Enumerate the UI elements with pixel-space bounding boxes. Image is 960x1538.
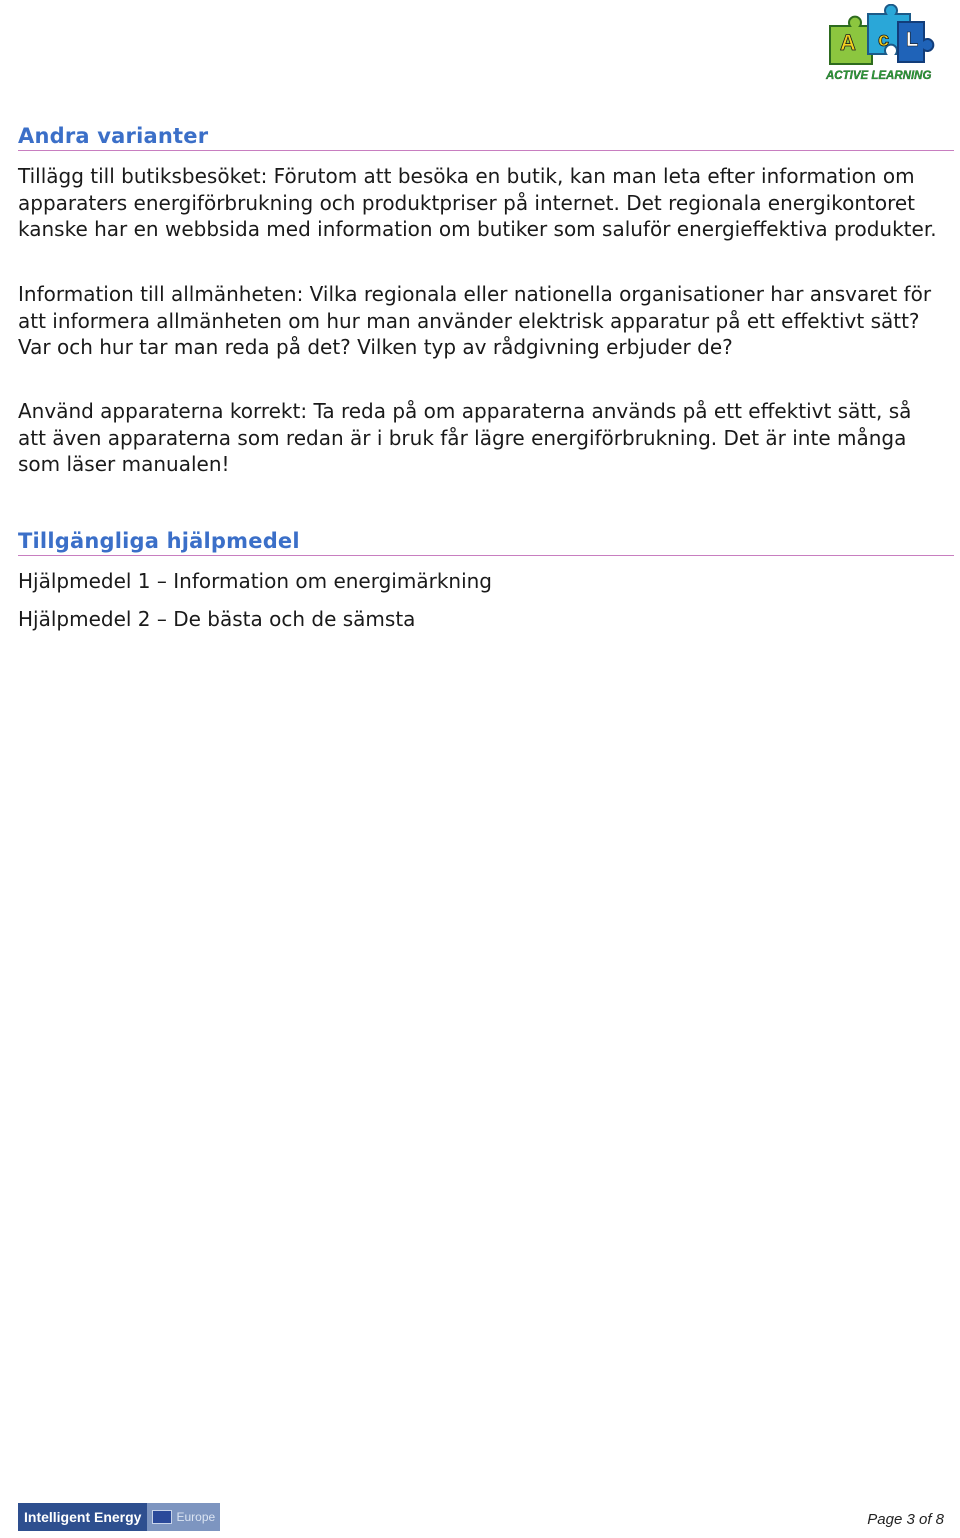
svg-text:A: A	[840, 30, 856, 55]
page-number: Page 3 of 8	[867, 1511, 944, 1528]
svg-text:c: c	[878, 29, 890, 51]
tool-item-1: Hjälpmedel 1 – Information om energimärkning	[18, 569, 493, 593]
paragraph-butiksbesok: Tillägg till butiksbesöket: Förutom att besöka en butik, kan man leta efter information om apparaters energiförbrukning och produktpriser på internet. Det regionala energikontoret kanske har en webbsida med information om butiker som saluför energieffektiva produkter.	[18, 164, 937, 241]
program-name: Intelligent Energy	[18, 1503, 147, 1531]
paragraph-information-allmanheten: Information till allmänheten: Vilka regionala eller nationella organisationer har ansvaret för att informera allmänheten om hur man använder elektrisk apparatur på ett effektivt sätt? Var och hur tar man reda på det? Vilken typ av rådgivning erbjuder de?	[18, 282, 932, 359]
intelligent-energy-europe-logo	[18, 1503, 214, 1531]
section-heading-andra-varianter: Andra varianter	[18, 124, 954, 151]
section-heading-tillgangliga-hjalpmedel: Tillgängliga hjälpmedel	[18, 529, 954, 556]
paragraph-anvand-apparaterna: Använd apparaterna korrekt: Ta reda på om apparaterna används på ett effektivt sätt, så att även apparaterna som redan är i bruk får lägre energiförbrukning. Det är inte många som läser manualen!	[18, 399, 912, 476]
tool-item-2: Hjälpmedel 2 – De bästa och de sämsta	[18, 607, 416, 631]
active-learning-logo	[822, 4, 940, 86]
svg-text:ACTIVE LEARNING: ACTIVE LEARNING	[826, 70, 932, 82]
svg-text:L: L	[906, 29, 919, 51]
eu-flag-icon	[152, 1510, 172, 1524]
program-region: Europe	[176, 1510, 216, 1524]
